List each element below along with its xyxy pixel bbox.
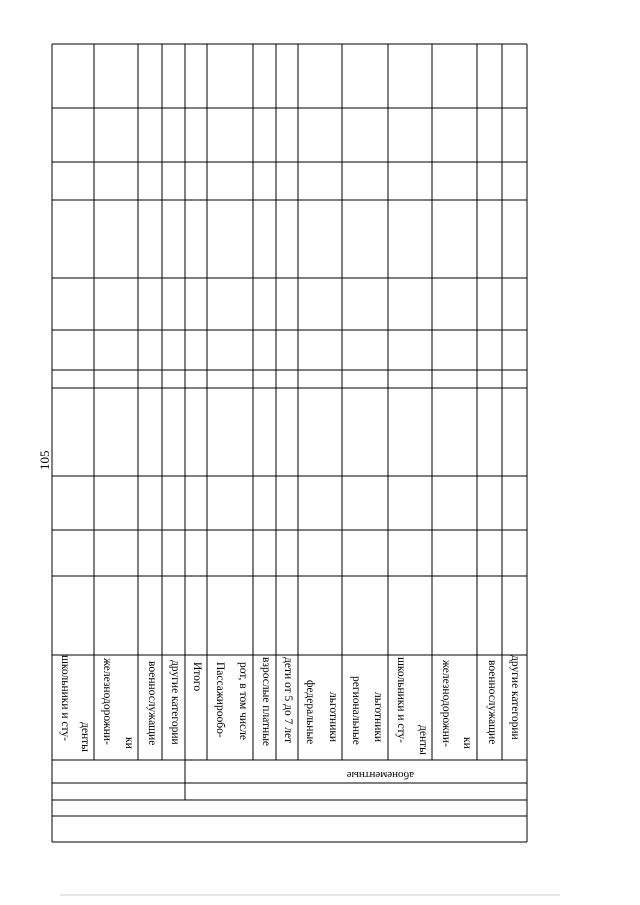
row-label-9b: льготники [327, 692, 339, 743]
row-label-12b: ки [461, 737, 473, 749]
row-label-6b: рот, в том числе [237, 662, 249, 741]
row-label-14: другие категории [509, 655, 521, 740]
row-label-9a: федеральные [304, 680, 316, 745]
row-label-11a: школьники и сту- [395, 657, 407, 743]
row-label-1a: школьники и сту- [59, 655, 71, 741]
row-label-13: военнослужащие [486, 660, 498, 745]
row-label-10a: региональные [350, 676, 362, 745]
row-label-2b: ки [123, 737, 135, 749]
page-number: 105 [37, 450, 52, 470]
row-lines [94, 44, 502, 760]
row-label-6a: Пассажирообо- [214, 662, 226, 738]
row-label-3: военнослужащие [146, 661, 158, 746]
row-label-7: взрослые платные [260, 657, 272, 747]
row-label-4: другие категории [169, 660, 181, 745]
row-label-11b: денты [417, 725, 429, 755]
row-label-8: дети от 5 до 7 лет [282, 657, 294, 744]
row-label-5: Итого [191, 662, 203, 692]
row-label-12a: железнодорожни- [440, 660, 452, 747]
group-label: абонементные [346, 769, 414, 781]
row-label-1b: денты [79, 722, 91, 752]
column-lines [52, 108, 527, 655]
row-label-2a: железнодорожни- [101, 658, 113, 745]
row-label-10b: льготники [372, 692, 384, 743]
